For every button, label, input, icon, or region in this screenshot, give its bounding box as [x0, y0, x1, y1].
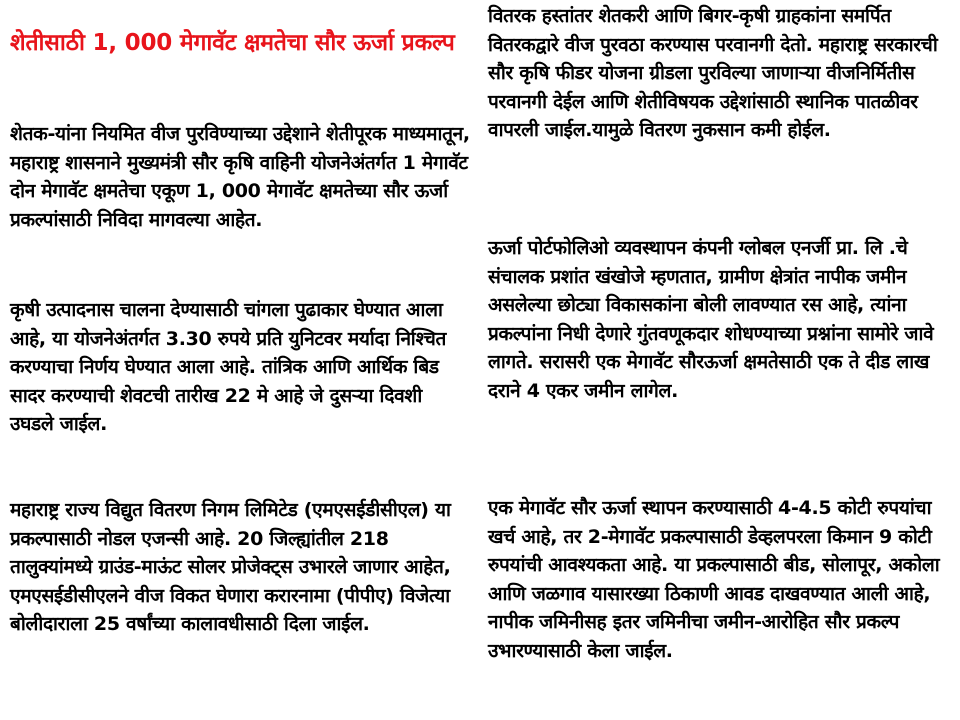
left-paragraph-3: महाराष्ट्र राज्य विद्युत वितरण निगम लिमिटेड (एमएसईडीसीएल) या प्रकल्पासाठी नोडल एजन्सी आहे. 20 जिल्ह्यांतील 218 तालुक्यांमध्ये ग्राउंड-माऊंट सोलर प्रोजेक्ट्स उभारले जाणार आहेत, एमएसईडीसीएलने वीज विकत घेणारा करारनामा (पीपीए) विजेत्या बोलीदाराला 25 वर्षांच्या कालावधीसाठी दिला जाईल.: [10, 499, 451, 635]
right-paragraph-2: ऊर्जा पोर्टफोलिओ व्यवस्थापन कंपनी ग्लोबल एनर्जी प्रा. लि .चे संचालक प्रशांत खंखोजे म्हणतात, ग्रामीण क्षेत्रांत नापीक जमीन असलेल्या छोट्या विकासकांना बोली लावण्यात रस आहे, त्यांना प्रकल्पांना निधी देणारे गुंतवणूकदार शोधण्याच्या प्रश्नांना सामोरे जावे लागते. सरासरी एक मेगावॅट सौरऊर्जा क्षमतेसाठी एक ते दीड लाख दराने 4 एकर जमीन लागेल.: [488, 237, 934, 402]
right-paragraph-3: एक मेगावॅट सौर ऊर्जा स्थापन करण्यासाठी 4-4.5 कोटी रुपयांचा खर्च आहे, तर 2-मेगावॅट प्रकल्पासाठी डेव्हलपरला किमान 9 कोटी रुपयांची आवश्यकता आहे. या प्रकल्पासाठी बीड, सोलापूर, अकोला आणि जळगाव यासारख्या ठिकाणी आवड दाखवण्यात आली आहे, नापीक जमिनीसह इतर जमिनीचा जमीन-आरोहित सौर प्रकल्प उभारण्यासाठी केला जाईल.: [488, 497, 940, 662]
left-paragraph-1: शेतक-यांना नियमित वीज पुरविण्याच्या उद्देशाने शेतीपूरक माध्यमातून, महाराष्ट्र शासनाने मुख्यमंत्री सौर कृषि वाहिनी योजनेअंतर्गत 1 मेगावॅट दोन मेगावॅट क्षमतेचा एकूण 1, 000 मेगावॅट क्षमतेच्या सौर ऊर्जा प्रकल्पांसाठी निविदा मागवल्या आहेत.: [10, 123, 470, 231]
article-headline: शेतीसाठी 1, 000 मेगावॅट क्षमतेचा सौर ऊर्जा प्रकल्प: [10, 30, 455, 56]
left-paragraph-2: कृषी उत्पादनास चालना देण्यासाठी चांगला पुढाकार घेण्यात आला आहे, या योजनेअंतर्गत 3.30 रुपये प्रति युनिटवर मर्यादा निश्चित करण्याचा निर्णय घेण्यात आला आहे. तांत्रिक आणि आर्थिक बिड सादर करण्याची शेवटची तारीख 22 मे आहे जे दुसऱ्या दिवशी उघडले जाईल.: [10, 299, 447, 435]
right-paragraph-1: वितरक हस्तांतर शेतकरी आणि बिगर-कृषी ग्राहकांना समर्पित वितरकद्वारे वीज पुरवठा करण्यास परवानगी देतो. महाराष्ट्र सरकारची सौर कृषि फीडर योजना ग्रीडला पुरविल्या जाणाऱ्या वीजनिर्मितीस परवानगी देईल आणि शेतीविषयक उद्देशांसाठी स्थानिक पातळीवर वापरली जाईल.यामुळे वितरण नुकसान कमी होईल.: [488, 5, 938, 141]
